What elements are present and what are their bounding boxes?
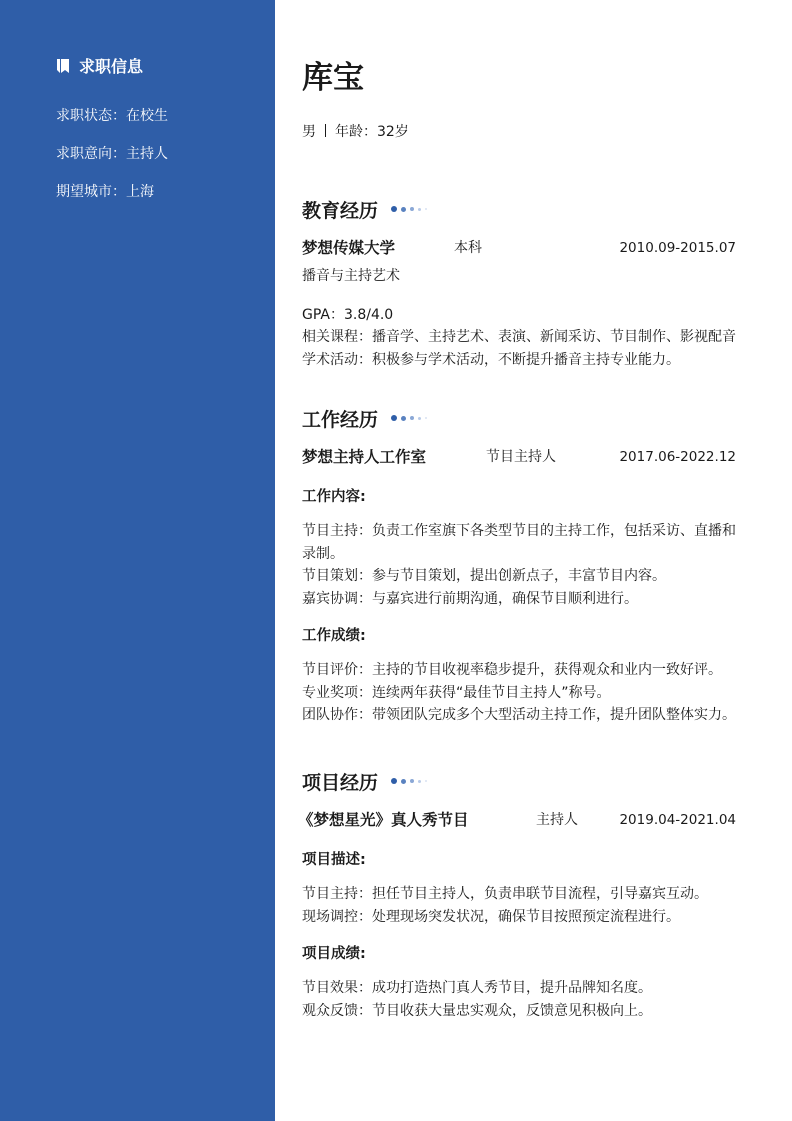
project-section — [298, 767, 742, 1022]
work-section — [302, 404, 742, 727]
project-date: 2019.04-2021.04 — [619, 812, 736, 828]
academic-activities: 学术活动：积极参与学术活动，不断提升播音主持专业能力。 — [302, 351, 680, 368]
project-role: 主持人 — [536, 812, 578, 828]
result-line: 节目效果：成功打造热门真人秀节目，提升品牌知名度。 — [302, 980, 652, 996]
achievement-line: 节目评价：主持的节目收视率稳步提升，获得观众和业内一致好评。 — [302, 662, 722, 678]
gender: 男 — [302, 124, 316, 140]
content-line: 嘉宾协调：与嘉宾进行前期沟通，确保节目顺利进行。 — [302, 590, 638, 607]
project-name: 《梦想星光》真人秀节目 — [298, 811, 469, 829]
sidebar — [0, 0, 275, 1121]
result-line: 观众反馈：节目收获大量忠实观众，反馈意见积极向上。 — [302, 1002, 652, 1019]
section-header — [302, 404, 742, 432]
candidate-name: 库宝 — [302, 60, 364, 96]
desc-line: 节目主持：担任节目主持人，负责串联节目流程，引导嘉宾互动。 — [302, 886, 708, 902]
education-section — [302, 195, 742, 371]
section-title: 项目经历 — [302, 771, 379, 794]
project-row — [298, 809, 742, 831]
bookmark-icon — [56, 58, 70, 74]
achievement-line: 团队协作：带领团队完成多个大型活动主持工作，提升团队整体实力。 — [302, 707, 736, 723]
sidebar-title-text: 求职信息 — [79, 57, 144, 76]
section-header — [302, 767, 742, 795]
job-intention: 求职意向：主持人 — [56, 146, 168, 162]
education-row — [302, 237, 742, 259]
gpa: GPA：3.8/4.0 — [302, 306, 394, 323]
divider — [325, 124, 326, 137]
dots-decoration — [391, 415, 431, 421]
content-line: 节目策划：参与节目策划，提出创新点子，丰富节目内容。 — [302, 568, 666, 584]
project-result-title: 项目成绩: — [302, 946, 366, 962]
sidebar-title — [56, 54, 143, 77]
work-date: 2017.06-2022.12 — [619, 449, 736, 465]
content-line: 录制。 — [302, 545, 344, 562]
school-name: 梦想传媒大学 — [302, 239, 396, 257]
desc-line: 现场调控：处理现场突发状况，确保节目按照预定流程进行。 — [302, 908, 680, 925]
age: 年龄：32岁 — [335, 124, 409, 140]
section-title: 工作经历 — [302, 408, 379, 431]
degree: 本科 — [454, 240, 482, 256]
job-role: 节目主持人 — [486, 449, 556, 465]
work-achievement-title: 工作成绩: — [302, 628, 366, 644]
education-date: 2010.09-2015.07 — [619, 240, 736, 256]
project-desc-title: 项目描述: — [302, 852, 366, 868]
dots-decoration — [391, 206, 431, 212]
major: 播音与主持艺术 — [302, 268, 400, 284]
basic-info — [302, 122, 409, 142]
content-line: 节目主持：负责工作室旗下各类型节目的主持工作，包括采访、直播和 — [302, 523, 736, 539]
expected-city: 期望城市：上海 — [56, 184, 154, 200]
achievement-line: 专业奖项：连续两年获得“最佳节目主持人”称号。 — [302, 684, 611, 701]
sidebar-list — [56, 106, 168, 220]
section-header — [302, 195, 742, 223]
section-title: 教育经历 — [302, 199, 379, 222]
job-status: 求职状态：在校生 — [56, 108, 168, 124]
work-content-title: 工作内容: — [302, 489, 366, 505]
work-row — [302, 446, 742, 468]
courses: 相关课程：播音学、主持艺术、表演、新闻采访、节目制作、影视配音 — [302, 329, 736, 345]
dots-decoration — [391, 778, 431, 784]
company-name: 梦想主持人工作室 — [302, 448, 427, 466]
